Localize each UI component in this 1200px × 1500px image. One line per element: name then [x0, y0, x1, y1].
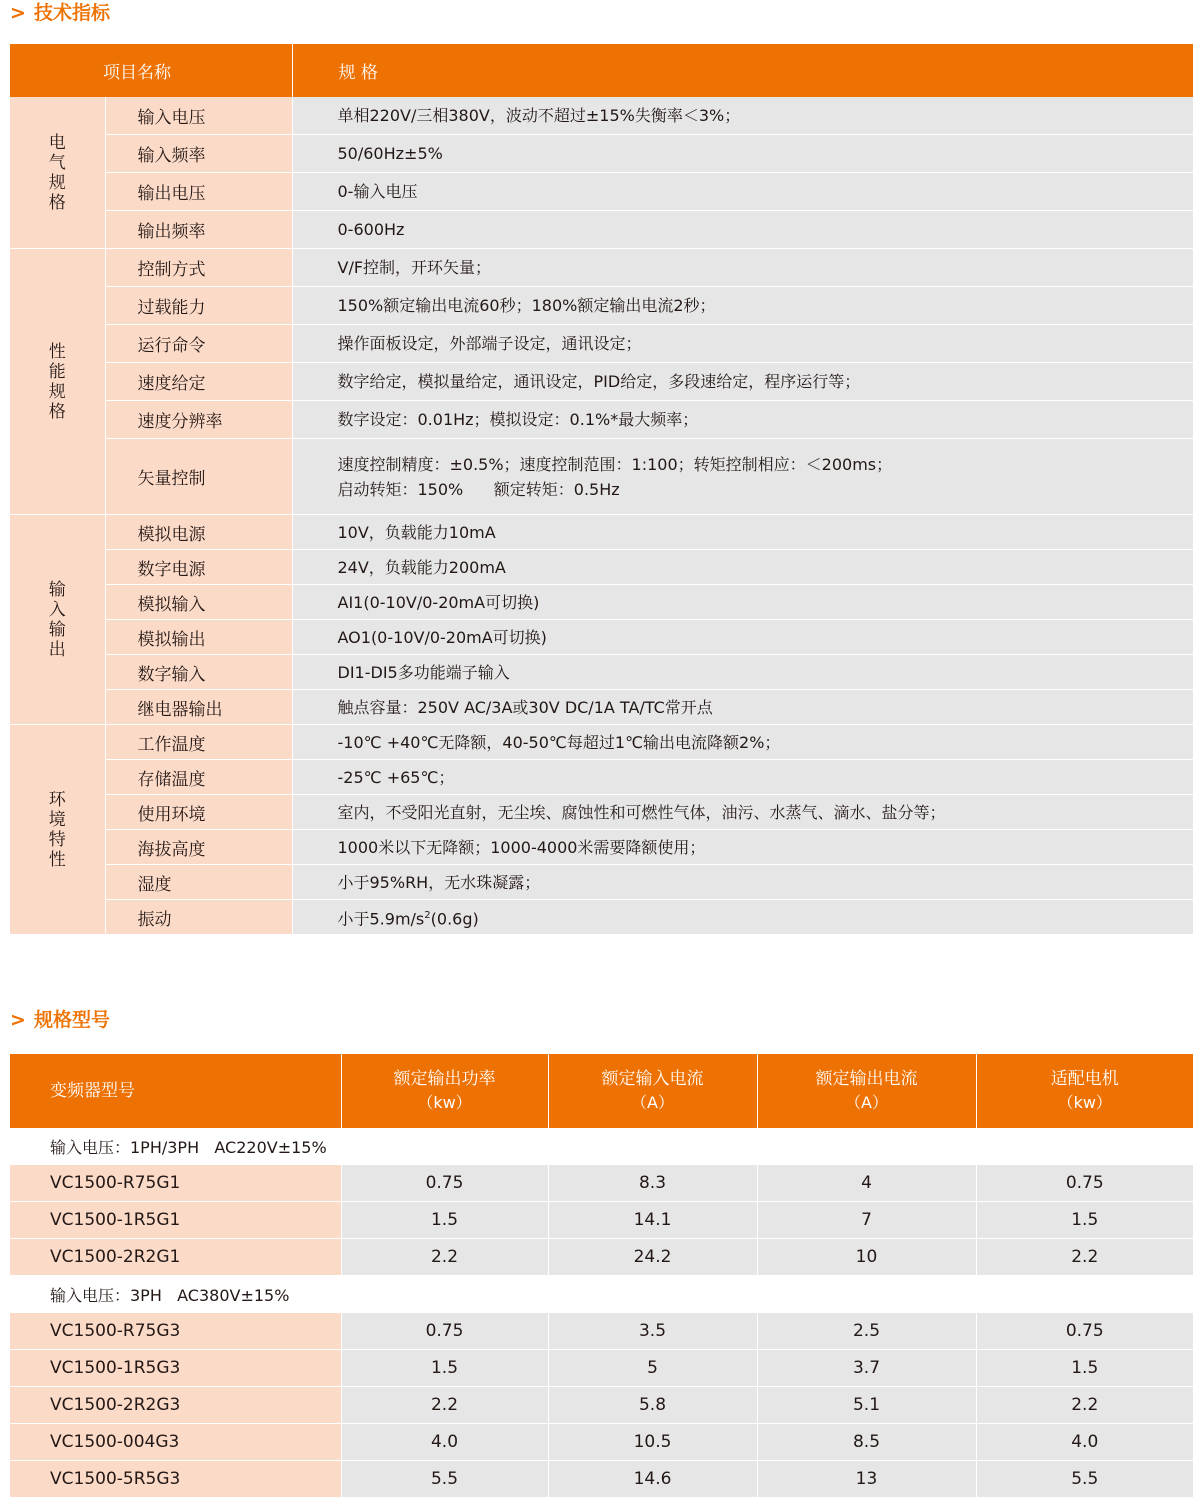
- tech-section-title: [10, 0, 110, 26]
- row-item: 输出电压: [105, 173, 292, 211]
- table-row: [10, 325, 1193, 363]
- row-spec-multiline: [292, 439, 1193, 515]
- row-item: 速度分辨率: [105, 401, 292, 439]
- model-cell: VC1500-R75G3: [10, 1313, 341, 1350]
- table-row: [10, 830, 1193, 865]
- table-row: [10, 1313, 1193, 1350]
- table-row: [10, 1350, 1193, 1387]
- row-spec: 单相220V/三相380V，波动不超过±15%失衡率＜3%；: [292, 97, 1193, 135]
- table-row: [10, 97, 1193, 135]
- row-item: 输出频率: [105, 211, 292, 249]
- motor-cell: 0.75: [976, 1313, 1193, 1350]
- output-current-cell: 7: [757, 1202, 976, 1239]
- header-input-current: 额定输入电流 （A）: [548, 1054, 757, 1128]
- group-row: [10, 1128, 1193, 1165]
- header-spec: 规 格: [292, 44, 1193, 97]
- group-label: 输入电压：1PH/3PH AC220V±15%: [10, 1128, 1193, 1165]
- output-current-cell: 3.7: [757, 1350, 976, 1387]
- table-row: [10, 585, 1193, 620]
- header-output-current: 额定输出电流 （A）: [757, 1054, 976, 1128]
- table-row: [10, 211, 1193, 249]
- input-current-cell: 24.2: [548, 1239, 757, 1276]
- model-cell: VC1500-5R5G3: [10, 1461, 341, 1498]
- category-io: 输入输出: [10, 515, 105, 725]
- input-current-cell: 5.8: [548, 1387, 757, 1424]
- row-spec: -25℃ +65℃；: [292, 760, 1193, 795]
- output-power-cell: 1.5: [341, 1202, 548, 1239]
- row-spec: AI1(0-10V/0-20mA可切换): [292, 585, 1193, 620]
- category-electrical: 电气规格: [10, 97, 105, 249]
- row-spec: V/F控制，开环矢量；: [292, 249, 1193, 287]
- tech-section-title-text: 技术指标: [34, 2, 111, 24]
- table-row: [10, 865, 1193, 900]
- group-row: [10, 1276, 1193, 1314]
- table-row: [10, 620, 1193, 655]
- chevron-right-icon: >: [10, 1009, 26, 1031]
- row-item: 存储温度: [105, 760, 292, 795]
- tech-spec-table: [10, 44, 1193, 935]
- table-row: [10, 1387, 1193, 1424]
- output-power-cell: 2.2: [341, 1387, 548, 1424]
- motor-cell: 2.2: [976, 1387, 1193, 1424]
- table-row: [10, 550, 1193, 585]
- row-item: 振动: [105, 900, 292, 935]
- output-power-cell: 5.5: [341, 1461, 548, 1498]
- table-row: [10, 760, 1193, 795]
- group-label: 输入电压：3PH AC380V±15%: [10, 1276, 1193, 1314]
- model-cell: VC1500-R75G1: [10, 1165, 341, 1202]
- row-item: 模拟输入: [105, 585, 292, 620]
- table-row: [10, 1165, 1193, 1202]
- row-spec: 触点容量：250V AC/3A或30V DC/1A TA/TC常开点: [292, 690, 1193, 725]
- table-row: [10, 515, 1193, 550]
- header-motor: 适配电机 （kw）: [976, 1054, 1193, 1128]
- motor-cell: 2.2: [976, 1239, 1193, 1276]
- row-spec: 0-输入电压: [292, 173, 1193, 211]
- row-item: 湿度: [105, 865, 292, 900]
- output-current-cell: 4: [757, 1165, 976, 1202]
- model-cell: VC1500-2R2G1: [10, 1239, 341, 1276]
- table-row: [10, 439, 1193, 515]
- row-item: 数字电源: [105, 550, 292, 585]
- row-item: 海拔高度: [105, 830, 292, 865]
- output-power-cell: 1.5: [341, 1350, 548, 1387]
- row-spec: -10℃ +40℃无降额，40-50℃每超过1℃输出电流降额2%；: [292, 725, 1193, 760]
- input-current-cell: 5: [548, 1350, 757, 1387]
- table-row: [10, 655, 1193, 690]
- model-cell: VC1500-1R5G3: [10, 1350, 341, 1387]
- row-item: 速度给定: [105, 363, 292, 401]
- row-item: 数字输入: [105, 655, 292, 690]
- motor-cell: 4.0: [976, 1424, 1193, 1461]
- output-current-cell: 8.5: [757, 1424, 976, 1461]
- model-cell: VC1500-004G3: [10, 1424, 341, 1461]
- table-row: [10, 900, 1193, 935]
- row-spec: 10V，负载能力10mA: [292, 515, 1193, 550]
- row-spec: 室内，不受阳光直射，无尘埃、腐蚀性和可燃性气体，油污、水蒸气、滴水、盐分等；: [292, 795, 1193, 830]
- table-row: [10, 795, 1193, 830]
- header-model: 变频器型号: [10, 1054, 341, 1128]
- output-power-cell: 0.75: [341, 1313, 548, 1350]
- table-row: [10, 1461, 1193, 1498]
- motor-cell: 1.5: [976, 1350, 1193, 1387]
- header-item-name: 项目名称: [10, 44, 292, 97]
- input-current-cell: 14.6: [548, 1461, 757, 1498]
- input-current-cell: 14.1: [548, 1202, 757, 1239]
- row-spec: 小于95%RH，无水珠凝露；: [292, 865, 1193, 900]
- row-spec: 150%额定输出电流60秒；180%额定输出电流2秒；: [292, 287, 1193, 325]
- table-row: [10, 173, 1193, 211]
- input-current-cell: 3.5: [548, 1313, 757, 1350]
- row-spec: 数字给定，模拟量给定，通讯设定，PID给定，多段速给定，程序运行等；: [292, 363, 1193, 401]
- table-row: [10, 135, 1193, 173]
- output-current-cell: 13: [757, 1461, 976, 1498]
- row-spec: 1000米以下无降额；1000-4000米需要降额使用；: [292, 830, 1193, 865]
- output-current-cell: 5.1: [757, 1387, 976, 1424]
- table-row: [10, 363, 1193, 401]
- row-item: 矢量控制: [105, 439, 292, 515]
- output-current-cell: 10: [757, 1239, 976, 1276]
- row-spec-line-2: 启动转矩：150% 额定转矩：0.5Hz: [337, 479, 620, 499]
- row-item: 运行命令: [105, 325, 292, 363]
- model-cell: VC1500-1R5G1: [10, 1202, 341, 1239]
- output-current-cell: 2.5: [757, 1313, 976, 1350]
- row-spec-vibration: 小于$5.9m/s^2(0.6g)$: [292, 900, 1193, 935]
- row-item: 过载能力: [105, 287, 292, 325]
- row-spec: 0-600Hz: [292, 211, 1193, 249]
- input-current-cell: 8.3: [548, 1165, 757, 1202]
- row-item: 模拟输出: [105, 620, 292, 655]
- model-table: [10, 1054, 1193, 1498]
- category-performance: 性能规格: [10, 249, 105, 515]
- row-item: 使用环境: [105, 795, 292, 830]
- row-spec: DI1-DI5多功能端子输入: [292, 655, 1193, 690]
- motor-cell: 1.5: [976, 1202, 1193, 1239]
- row-item: 输入频率: [105, 135, 292, 173]
- row-spec: 数字设定：0.01Hz；模拟设定：0.1%*最大频率；: [292, 401, 1193, 439]
- row-item: 继电器输出: [105, 690, 292, 725]
- row-item: 输入电压: [105, 97, 292, 135]
- table-row: [10, 249, 1193, 287]
- row-item: 控制方式: [105, 249, 292, 287]
- row-spec: 24V，负载能力200mA: [292, 550, 1193, 585]
- chevron-right-icon: >: [10, 2, 26, 24]
- header-output-power: 额定输出功率 （kw）: [341, 1054, 548, 1128]
- table-row: [10, 725, 1193, 760]
- table-row: [10, 287, 1193, 325]
- row-spec-line-1: 速度控制精度：±0.5%；速度控制范围：1:100；转矩控制相应：＜200ms；: [337, 454, 893, 474]
- input-current-cell: 10.5: [548, 1424, 757, 1461]
- row-spec: 操作面板设定，外部端子设定，通讯设定；: [292, 325, 1193, 363]
- row-spec: AO1(0-10V/0-20mA可切换): [292, 620, 1193, 655]
- output-power-cell: 2.2: [341, 1239, 548, 1276]
- model-cell: VC1500-2R2G3: [10, 1387, 341, 1424]
- output-power-cell: 0.75: [341, 1165, 548, 1202]
- row-item: 工作温度: [105, 725, 292, 760]
- row-item: 模拟电源: [105, 515, 292, 550]
- motor-cell: 5.5: [976, 1461, 1193, 1498]
- model-section-title-text: 规格型号: [34, 1009, 111, 1031]
- model-section-title: [10, 1007, 110, 1033]
- table-row: [10, 1202, 1193, 1239]
- row-spec: 50/60Hz±5%: [292, 135, 1193, 173]
- table-row: [10, 690, 1193, 725]
- table-row: [10, 401, 1193, 439]
- table-row: [10, 1239, 1193, 1276]
- table-row: [10, 1424, 1193, 1461]
- category-environment: 环境特性: [10, 725, 105, 935]
- output-power-cell: 4.0: [341, 1424, 548, 1461]
- motor-cell: 0.75: [976, 1165, 1193, 1202]
